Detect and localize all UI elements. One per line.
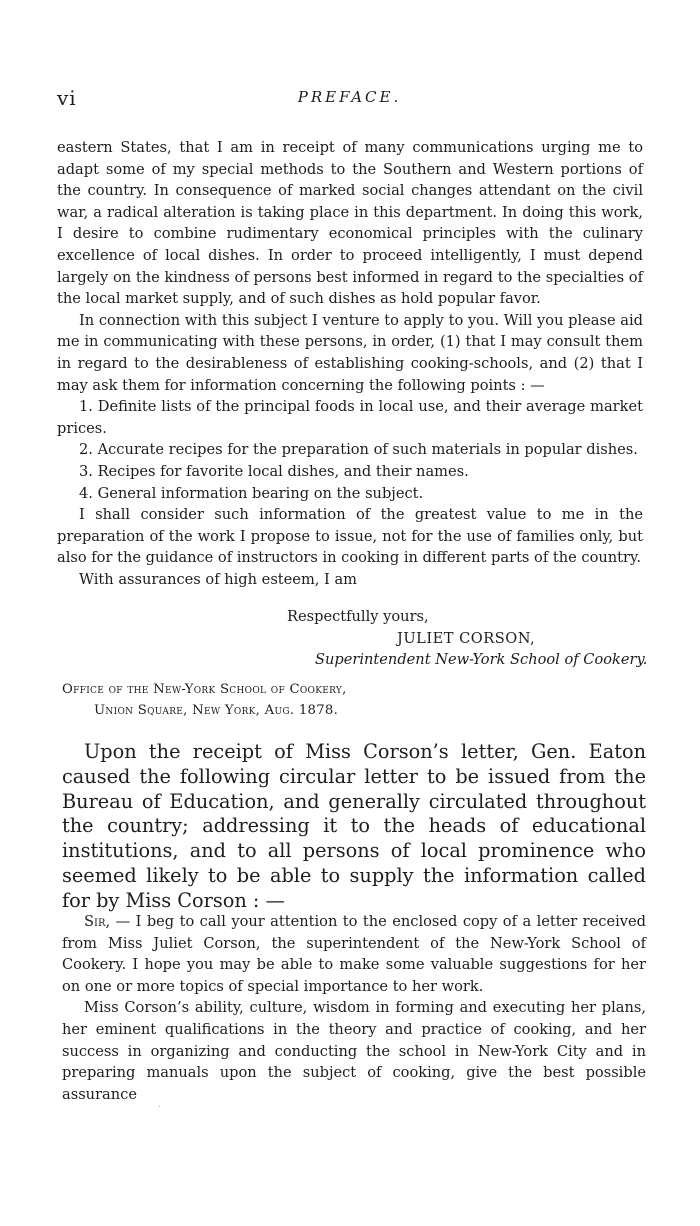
circular-paragraph-2: Miss Corson’s ability, culture, wisdom in forming and executing her plans, her eminent qualifications in the theory and practice of cooking, and her success in organizing and conducting the school in New-York City and in preparing manuals upon the subject of cooking, give the best possible assurance xyxy=(62,999,646,1103)
page-header xyxy=(57,86,642,112)
page-number: vi xyxy=(57,86,77,110)
running-head: PREFACE. xyxy=(297,88,402,106)
list-item-2: 2. Accurate recipes for the preparation of such materials in popular dishes. xyxy=(79,441,638,459)
signatory-title: Superintendent New-York School of Cookery. xyxy=(315,651,648,669)
letter-salutation: With assurances of high esteem, I am xyxy=(79,570,358,588)
list-item-3: 3. Recipes for favorite local dishes, and their names. xyxy=(79,462,469,480)
letter-body xyxy=(57,137,643,590)
letter-paragraph-1: eastern States, that I am in receipt of many communications urging me to adapt some of my special methods to the Southern and Western portions of the country. In consequence of marked social changes attendant on the civil war, a radical alteration is taking place in this department. In doing this work, I desire to combine rudimentary economical principles with the culinary excellence of local dishes. In order to proceed intelligently, I must depend largely on the kindness of persons best informed in regard to the specialties of the local market supply, and of such dishes as hold popular favor. xyxy=(57,139,643,308)
address-line-2: Union Square, New York, Aug. 1878. xyxy=(94,703,339,718)
letter-paragraph-2: In connection with this subject I venture to apply to you. Will you please aid me in communicating with these persons, in order, (1) that I may consult them in regard to the desirableness of establishing cooking-schools, and (2) that I may ask them for information concerning the following points : — xyxy=(57,311,643,394)
circular-salutation: Sir, xyxy=(84,913,111,930)
circular-paragraph-1 xyxy=(62,911,646,997)
signature: JULIET CORSON, xyxy=(397,629,536,647)
list-item-1: 1. Definite lists of the principal foods in local use, and their average market prices. xyxy=(57,398,643,437)
list-item-4: 4. General information bearing on the subject. xyxy=(79,484,424,502)
stray-mark: ˏ xyxy=(158,1098,161,1107)
letter-signature-block xyxy=(57,606,648,671)
sign-off: Respectfully yours, xyxy=(287,608,429,625)
circular-paragraph-1-text: — I beg to call your attention to the enclosed copy of a letter received from Miss Juliet Corson, the superintendent of the New-York School of Cookery. I hope you may be able to make some valuable suggestions for her on one or more topics of special importance to her work. xyxy=(62,913,646,995)
narrative-paragraph: Upon the receipt of Miss Corson’s letter, Gen. Eaton caused the following circular letter to be issued from the Bureau of Education, and generally circulated throughout the country; addressing it to the heads of educational institutions, and to all persons of local prominence who seemed likely to be able to supply the information called for by Miss Corson : — xyxy=(62,740,646,912)
address-line-1: Office of the New-York School of Cookery, xyxy=(62,682,347,697)
letter-closing-paragraph: I shall consider such information of the greatest value to me in the preparation of the work I propose to issue, not for the use of families only, but also for the guidance of instructors in cooking in different parts of the country. xyxy=(57,506,643,567)
letter-address xyxy=(62,679,642,721)
circular-letter xyxy=(62,911,646,1105)
